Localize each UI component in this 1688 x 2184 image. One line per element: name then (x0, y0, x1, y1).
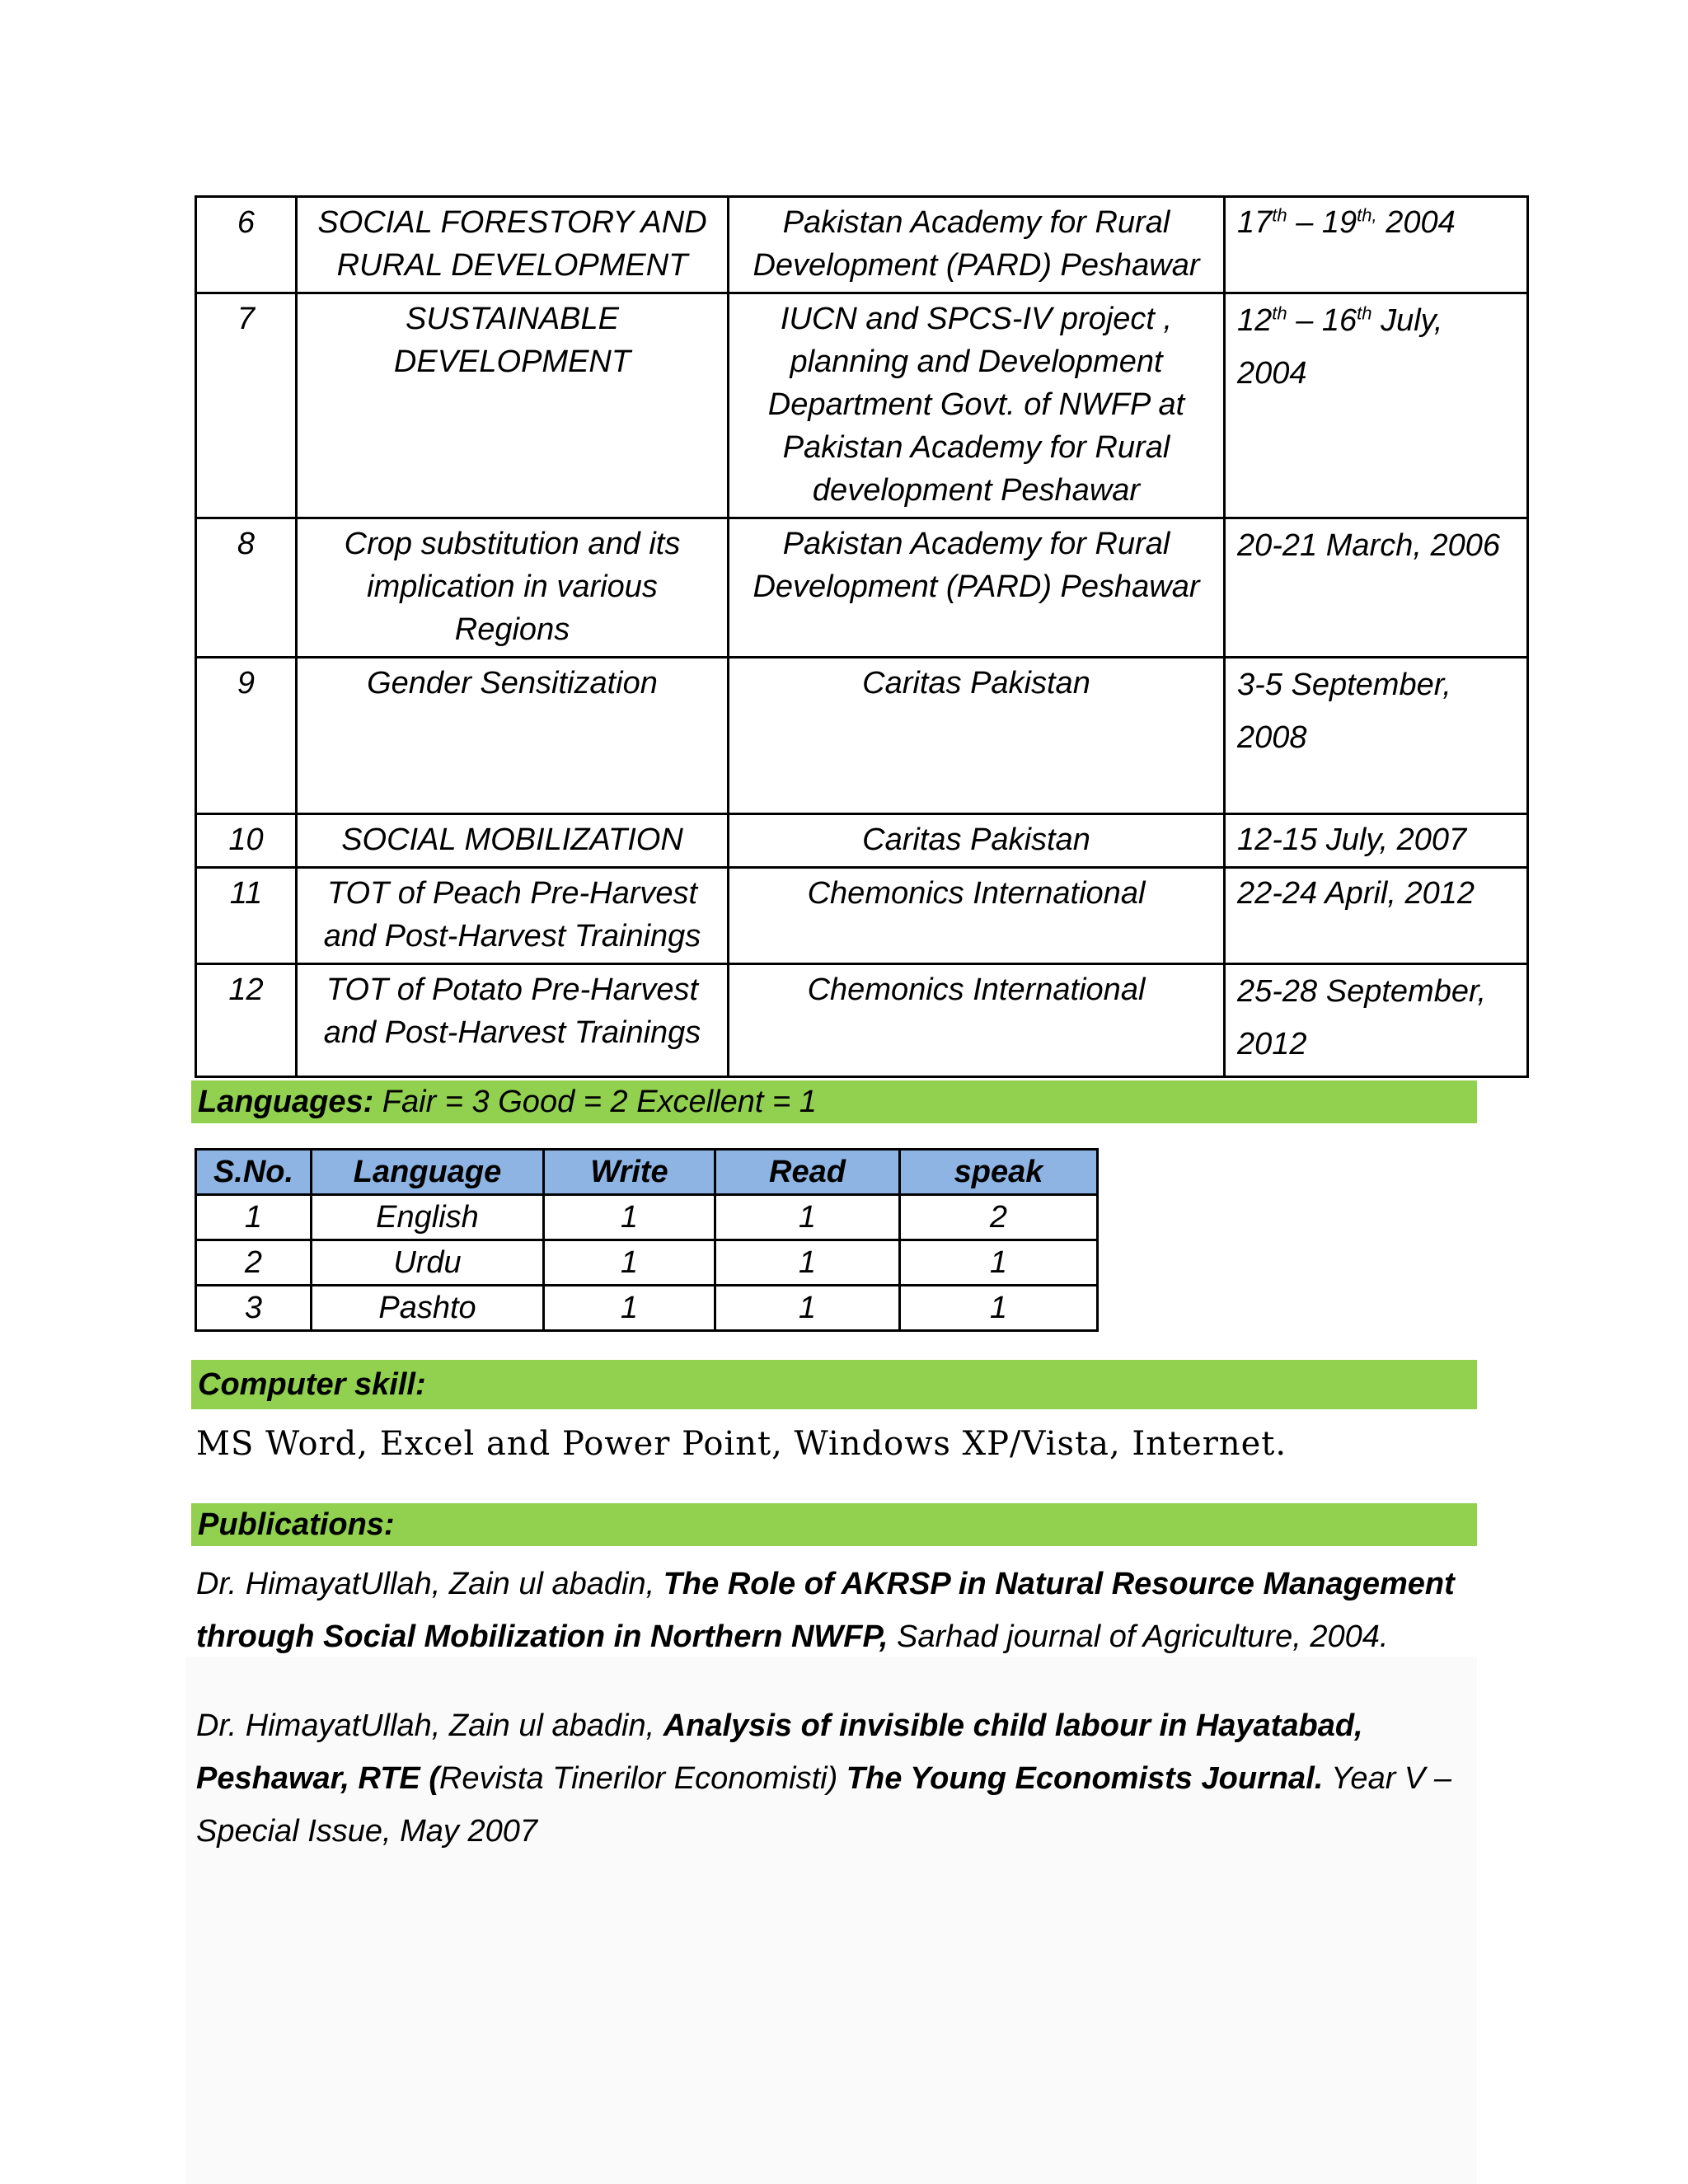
table-row (196, 518, 1528, 658)
training-date: 20-21 March, 2006 (1225, 518, 1528, 658)
column-header: Read (715, 1150, 900, 1195)
training-title: TOT of Potato Pre-Harvest and Post-Harvest Trainings (297, 964, 729, 1077)
column-header: speak (900, 1150, 1098, 1195)
training-title: SOCIAL FORESTORY AND RURAL DEVELOPMENT (297, 197, 729, 293)
table-row (196, 814, 1528, 868)
trainings-table (195, 195, 1529, 1078)
training-organizer: Pakistan Academy for Rural Development (PARD) Peshawar (729, 197, 1225, 293)
row-number: 11 (196, 868, 297, 964)
training-organizer: Chemonics International (729, 964, 1225, 1077)
table-cell: 2 (196, 1240, 312, 1286)
training-organizer: Chemonics International (729, 868, 1225, 964)
row-number: 8 (196, 518, 297, 658)
table-row (196, 658, 1528, 814)
publication-2: Dr. HimayatUllah, Zain ul abadin, Analysis of invisible child labour in Hayatabad, Peshawar, RTE (Revista Tinerilor Economisti) The Young Economists Journal. Year V – Special Issue, May 2007 (196, 1708, 1451, 1849)
row-number: 9 (196, 658, 297, 814)
publications-heading-bar (191, 1503, 1477, 1546)
languages-table (195, 1148, 1099, 1332)
table-cell: 3 (196, 1286, 312, 1331)
publications-heading: Publications: (198, 1507, 395, 1542)
table-cell: 1 (715, 1240, 900, 1286)
row-number: 12 (196, 964, 297, 1077)
training-title: Crop substitution and its implication in various Regions (297, 518, 729, 658)
publication-1: Dr. HimayatUllah, Zain ul abadin, The Role of AKRSP in Natural Resource Management through Social Mobilization in Northern NWFP, Sarhad journal of Agriculture, 2004. (196, 1567, 1455, 1654)
training-organizer: Pakistan Academy for Rural Development (PARD) Peshawar (729, 518, 1225, 658)
training-organizer: Caritas Pakistan (729, 814, 1225, 868)
table-cell: English (312, 1195, 544, 1240)
training-organizer: IUCN and SPCS-IV project , planning and Development Department Govt. of NWFP at Pakistan Academy for Rural development Peshawar (729, 293, 1225, 518)
table-row (196, 1195, 1098, 1240)
table-cell: 1 (715, 1195, 900, 1240)
table-row (196, 964, 1528, 1077)
column-header: S.No. (196, 1150, 312, 1195)
training-date: 12-15 July, 2007 (1225, 814, 1528, 868)
table-row (196, 1286, 1098, 1331)
training-date: 12th – 16th July, 2004 (1225, 293, 1528, 518)
row-number: 7 (196, 293, 297, 518)
training-title: Gender Sensitization (297, 658, 729, 814)
table-cell: 1 (715, 1286, 900, 1331)
computer-skill-heading: Computer skill: (198, 1367, 426, 1402)
row-number: 6 (196, 197, 297, 293)
training-date: 25-28 September, 2012 (1225, 964, 1528, 1077)
training-date: $17th - 19^{th,}$ 2004 (1225, 197, 1528, 293)
table-row (196, 293, 1528, 518)
training-organizer: Caritas Pakistan (729, 658, 1225, 814)
training-title: TOT of Peach Pre-Harvest and Post-Harvest Trainings (297, 868, 729, 964)
table-cell: Urdu (312, 1240, 544, 1286)
table-row (196, 197, 1528, 293)
table-cell: 1 (900, 1240, 1098, 1286)
table-cell: 1 (544, 1240, 715, 1286)
table-cell: 2 (900, 1195, 1098, 1240)
languages-scale: Fair = 3 Good = 2 Excellent = 1 (373, 1085, 817, 1119)
training-title: SOCIAL MOBILIZATION (297, 814, 729, 868)
table-cell: 1 (900, 1286, 1098, 1331)
training-date: 3-5 September, 2008 (1225, 658, 1528, 814)
computer-skills-text: MS Word, Excel and Power Point, Windows XP/Vista, Internet. (196, 1425, 1287, 1463)
table-row (196, 868, 1528, 964)
languages-heading-bar (191, 1080, 1477, 1123)
column-header: Language (312, 1150, 544, 1195)
table-cell: 1 (544, 1195, 715, 1240)
computer-skill-heading-bar (191, 1360, 1477, 1409)
languages-heading: Languages: Fair = 3 Good = 2 Excellent = 1 (198, 1085, 817, 1119)
table-cell: Pashto (312, 1286, 544, 1331)
table-cell: 1 (544, 1286, 715, 1331)
training-date: 22-24 April, 2012 (1225, 868, 1528, 964)
row-number: 10 (196, 814, 297, 868)
table-header-row (196, 1150, 1098, 1195)
training-title: SUSTAINABLE DEVELOPMENT (297, 293, 729, 518)
table-row (196, 1240, 1098, 1286)
table-cell: 1 (196, 1195, 312, 1240)
column-header: Write (544, 1150, 715, 1195)
